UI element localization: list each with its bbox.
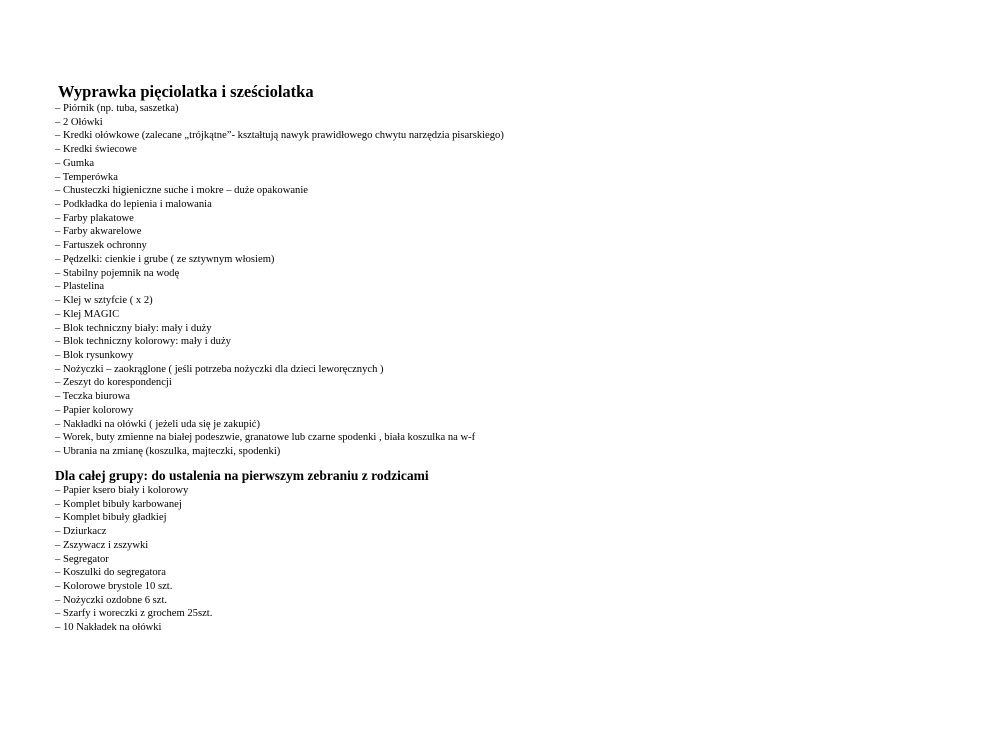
list-item: – Szarfy i woreczki z grochem 25szt. bbox=[55, 608, 213, 620]
supplies-section bbox=[55, 82, 955, 459]
group-supplies-list bbox=[55, 484, 955, 635]
list-item: – Podkładka do lepienia i malowania bbox=[55, 199, 212, 211]
list-item: – Komplet bibuły karbowanej bbox=[55, 498, 182, 510]
list-item: – Blok techniczny kolorowy: mały i duży bbox=[55, 336, 231, 348]
list-item: – Ubrania na zmianę (koszulka, majteczki, spodenki) bbox=[55, 445, 281, 457]
list-item: – Blok techniczny biały: mały i duży bbox=[55, 322, 212, 334]
section-title: Wyprawka pięciolatka i sześciolatka bbox=[58, 82, 314, 101]
list-item: – Zeszyt do korespondencji bbox=[55, 377, 172, 389]
group-supplies-section bbox=[55, 468, 955, 635]
list-item: – Klej w sztyfcie ( x 2) bbox=[55, 295, 153, 307]
list-item: – Stabilny pojemnik na wodę bbox=[55, 267, 180, 279]
list-item: – Farby plakatowe bbox=[55, 212, 134, 224]
list-item: – Koszulki do segregatora bbox=[55, 567, 166, 579]
list-item: – Piórnik (np. tuba, saszetka) bbox=[55, 103, 179, 114]
list-item: – 2 Ołówki bbox=[55, 116, 103, 128]
list-item: – Teczka biurowa bbox=[55, 391, 130, 403]
list-item: – Dziurkacz bbox=[55, 526, 107, 538]
list-item: – Nakładki na ołówki ( jeżeli uda się je zakupić) bbox=[55, 418, 261, 430]
list-item: – Segregator bbox=[55, 553, 109, 565]
list-item: – Nożyczki – zaokrąglone ( jeśli potrzeba nożyczki dla dzieci leworęcznych ) bbox=[55, 363, 384, 375]
list-item: – Papier kolorowy bbox=[55, 404, 134, 416]
supplies-list bbox=[55, 102, 955, 459]
list-item: – Temperówka bbox=[55, 171, 118, 183]
list-item: – Blok rysunkowy bbox=[55, 349, 134, 361]
list-item: – Kolorowe brystole 10 szt. bbox=[55, 581, 173, 593]
list-item: – Plastelina bbox=[55, 281, 105, 293]
list-item: – Farby akwarelowe bbox=[55, 226, 142, 238]
section-title: Dla całej grupy: do ustalenia na pierwszym zebraniu z rodzicami bbox=[55, 468, 429, 483]
list-item: – Kredki ołówkowe (zalecane „trójkątne”- kształtują nawyk prawidłowego chwytu narzędzia pisarskiego) bbox=[55, 130, 504, 142]
list-item: – Fartuszek ochronny bbox=[55, 240, 147, 252]
list-item: – Papier ksero biały i kolorowy bbox=[55, 485, 189, 496]
list-item: – Chusteczki higieniczne suche i mokre – duże opakowanie bbox=[55, 185, 308, 197]
list-item: – Pędzelki: cienkie i grube ( ze sztywnym włosiem) bbox=[55, 253, 275, 265]
list-item: – Kredki świecowe bbox=[55, 144, 137, 156]
list-item: – 10 Nakładek na ołówki bbox=[55, 622, 162, 634]
list-item: – Gumka bbox=[55, 157, 95, 169]
list-item: – Worek, buty zmienne na białej podeszwie, granatowe lub czarne spodenki , biała koszulka na w-f bbox=[55, 432, 476, 444]
list-item: – Zszywacz i zszywki bbox=[55, 539, 149, 551]
list-item: – Nożyczki ozdobne 6 szt. bbox=[55, 594, 168, 606]
list-item: – Klej MAGIC bbox=[55, 308, 120, 320]
list-item: – Komplet bibuły gładkiej bbox=[55, 512, 167, 524]
